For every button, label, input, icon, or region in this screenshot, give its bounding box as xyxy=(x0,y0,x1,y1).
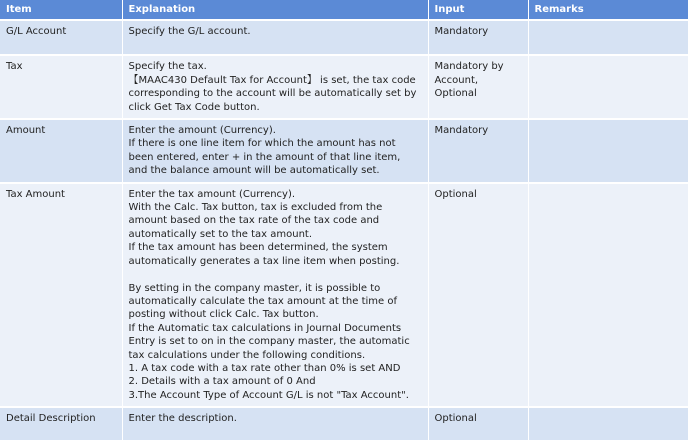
table-row xyxy=(0,55,688,119)
column-header-input: Input xyxy=(428,0,528,20)
explanation-cell: Specify the G/L account. xyxy=(122,20,428,55)
item-cell: Tax Amount xyxy=(0,183,122,408)
table-row xyxy=(0,183,688,408)
column-header-item: Item xyxy=(0,0,122,20)
remarks-cell xyxy=(528,183,688,408)
item-cell: Detail Description xyxy=(0,407,122,440)
item-cell: G/L Account xyxy=(0,20,122,55)
column-header-remarks: Remarks xyxy=(528,0,688,20)
item-cell: Tax xyxy=(0,55,122,119)
table-header-row xyxy=(0,0,688,20)
table-row xyxy=(0,407,688,440)
input-cell: Mandatory by Account, Optional xyxy=(428,55,528,119)
explanation-cell: Specify the tax. 【MAAC430 Default Tax for Account】 is set, the tax code corresponding to the account will be automatically set by click Get Tax Code button. xyxy=(122,55,428,119)
remarks-cell xyxy=(528,407,688,440)
column-header-explanation: Explanation xyxy=(122,0,428,20)
input-cell: Mandatory xyxy=(428,20,528,55)
input-cell: Mandatory xyxy=(428,119,528,183)
explanation-cell: Enter the amount (Currency). If there is one line item for which the amount has not been entered, enter + in the amount of that line item, and the balance amount will be automatically set. xyxy=(122,119,428,183)
remarks-cell xyxy=(528,20,688,55)
remarks-cell xyxy=(528,119,688,183)
table-row xyxy=(0,20,688,55)
item-cell: Amount xyxy=(0,119,122,183)
explanation-cell: Enter the description. xyxy=(122,407,428,440)
explanation-cell: Enter the tax amount (Currency). With the Calc. Tax button, tax is excluded from the amount based on the tax rate of the tax code and automatically set to the tax amount. If the tax amount has been determined, the system automatically generates a tax line item when posting. By setting in the company master, it is possible to automatically calculate the tax amount at the time of posting without click Calc. Tax button. If the Automatic tax calculations in Journal Documents Entry is set to on in the company master, the automatic tax calculations under the following conditions. 1. A tax code with a tax rate other than 0% is set AND 2. Details with a tax amount of 0 And 3.The Account Type of Account G/L is not "Tax Account". xyxy=(122,183,428,408)
input-cell: Optional xyxy=(428,183,528,408)
remarks-cell xyxy=(528,55,688,119)
table-row xyxy=(0,119,688,183)
input-cell: Optional xyxy=(428,407,528,440)
